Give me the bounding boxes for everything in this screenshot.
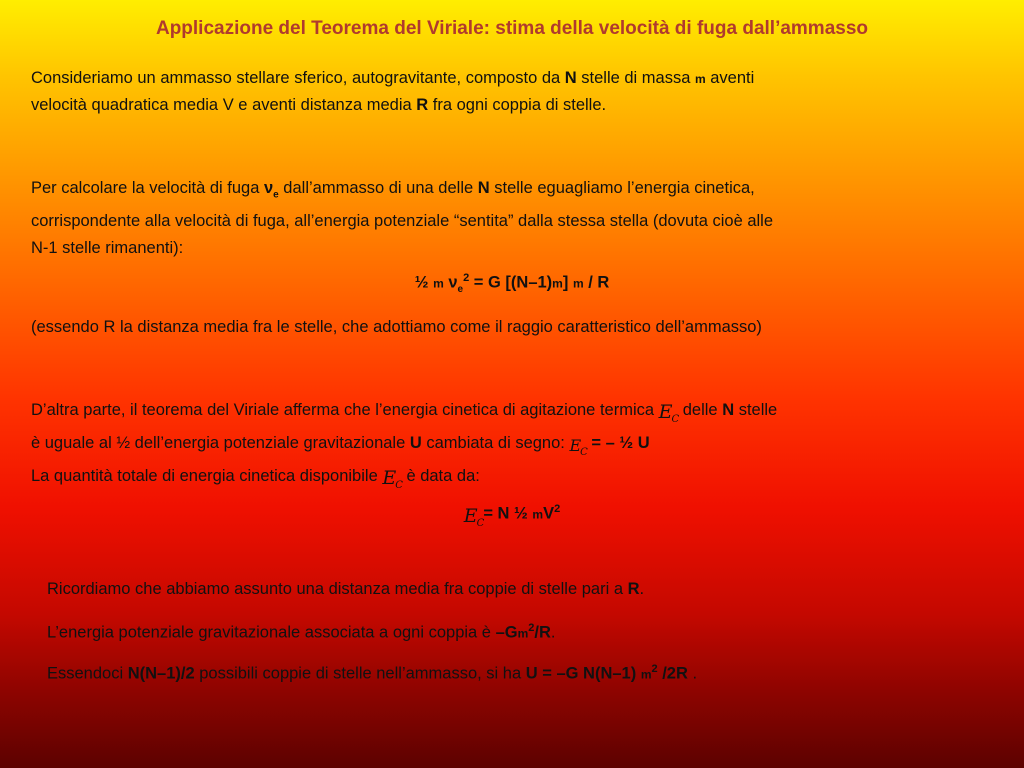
pair-potential (47, 615, 1007, 647)
text: possibili coppie di stelle nell’ammasso, si ha (194, 664, 526, 683)
var-N: N (722, 401, 735, 419)
radius-note: (essendo R la distanza media fra le stelle, che adottiamo come il raggio caratteristico dell’ammasso) (31, 318, 762, 336)
text: La quantità totale di energia cinetica disponibile (31, 467, 383, 485)
text: dall’ammasso di una delle (278, 179, 478, 197)
var-R: R (416, 96, 429, 114)
ec-symbol: $E_C$ (463, 504, 484, 529)
var-ve-sub: e (273, 189, 279, 201)
var-R: R (627, 580, 640, 598)
eq-part: N(N–1)/2 (127, 664, 195, 683)
text: delle (678, 401, 723, 419)
eq-part: = G [(N–1) (469, 273, 553, 292)
text: N-1 stelle rimanenti): (31, 239, 184, 258)
var-m: m (517, 626, 529, 641)
eq-sup: 2 (528, 622, 535, 634)
eq-sup: 2 (463, 272, 470, 284)
ec-symbol: $E_C$ (382, 467, 402, 491)
text: stelle (734, 401, 778, 419)
eq-part: /2R (657, 664, 688, 683)
text: e aventi distanza media (233, 96, 417, 114)
text: velocità quadratica media (31, 96, 223, 114)
slide-title: Applicazione del Teorema del Viriale: stima della velocità di fuga dall’ammasso (155, 18, 869, 39)
text: Consideriamo un ammasso stellare sferico, autogravitante, composto da (31, 69, 565, 87)
text: Ricordiamo che abbiamo assunto una distanza media fra coppie di stelle pari a (47, 580, 628, 598)
recall-distance (47, 576, 1007, 602)
var-N: N (477, 179, 490, 197)
text: stelle eguagliamo l’energia cinetica, (489, 179, 755, 197)
text: D’altra parte, il teorema del Viriale afferma che l’energia cinetica di agitazione termica (31, 401, 659, 419)
text: stelle di massa (576, 69, 695, 87)
eq-part: / R (583, 273, 610, 292)
eq-part: /R (534, 623, 551, 642)
eq-m: m (572, 276, 584, 291)
eq-m: m (433, 276, 444, 291)
eq-sup: 2 (651, 663, 658, 675)
equation-escape (0, 272, 1024, 295)
equation-kinetic (0, 503, 1024, 533)
escape-velocity-paragraph (31, 175, 991, 262)
intro-paragraph (31, 65, 991, 118)
eq-part: ] (562, 273, 573, 292)
virial-paragraph (31, 396, 991, 462)
ec-symbol: $E_C$ (658, 401, 679, 425)
text: cambiata di segno: (421, 434, 570, 452)
eq-part: = N ½ (483, 504, 533, 523)
text: è uguale al ½ dell’energia potenziale gravitazionale (31, 434, 410, 452)
eq-sup: 2 (554, 503, 561, 515)
var-ve: ν (263, 179, 274, 197)
text: Essendoci (47, 664, 128, 683)
var-m: m (640, 667, 652, 682)
eq-m: m (532, 507, 544, 522)
virial-relation: = – ½ U (586, 434, 650, 452)
total-kinetic-paragraph (31, 463, 991, 495)
text: Per calcolare la velocità di fuga (31, 179, 264, 197)
eq-m: m (552, 276, 563, 291)
var-v: V (222, 96, 234, 114)
text: . (639, 580, 645, 598)
eq-part: –G (495, 623, 518, 642)
text: L’energia potenziale gravitazionale associata a ogni coppia è (47, 623, 496, 642)
var-U: U (409, 434, 422, 452)
text: aventi (705, 69, 755, 87)
text: corrispondente alla velocità di fuga, all’energia potenziale “sentita” dalla stessa stella (dovuta cioè alle (31, 212, 774, 231)
eq-sub: e (457, 283, 464, 295)
eq-part: ½ (414, 273, 434, 292)
text: . (687, 664, 698, 683)
var-N: N (564, 69, 577, 87)
eq-nu: ν (443, 273, 458, 292)
text: fra ogni coppia di stelle. (428, 96, 607, 114)
eq-part: U = –G N(N–1) (525, 664, 641, 683)
var-m: m (694, 72, 706, 86)
eq-part: V (543, 504, 555, 523)
ec-symbol: $E_C$ (569, 436, 587, 458)
text: è data da: (401, 467, 480, 485)
text: . (550, 623, 556, 642)
total-potential (47, 656, 1007, 688)
